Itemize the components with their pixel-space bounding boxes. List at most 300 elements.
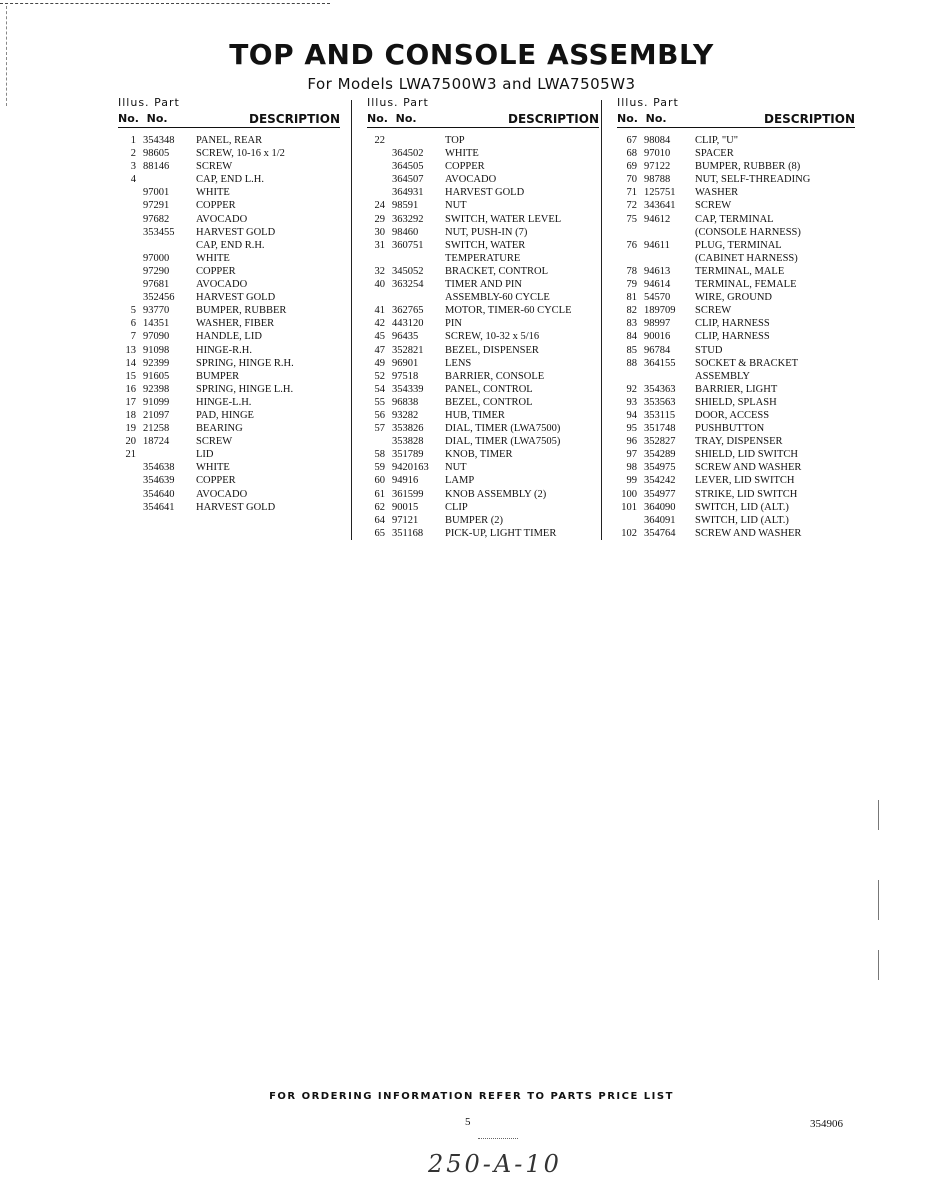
part-number: 354639 [143,475,175,487]
table-row [617,330,855,343]
table-row [367,461,599,474]
part-number: 353563 [644,396,676,408]
part-number: 96901 [392,357,419,369]
illus-number: 81 [626,292,637,304]
description: SWITCH, LID (ALT.) [695,501,789,513]
part-number: 88146 [143,161,170,173]
header-description: DESCRIPTION [248,112,340,126]
part-number: 98460 [392,226,419,238]
part-number: 93770 [143,305,170,317]
table-row [118,239,340,252]
illus-number: 16 [125,383,136,395]
description: HINGE-R.H. [196,344,252,356]
top-scan-line [0,3,330,4]
description: PANEL, CONTROL [445,383,533,395]
description: DOOR, ACCESS [695,409,770,421]
description: NUT [445,462,467,474]
description: SWITCH, WATER LEVEL [445,213,562,225]
right-scan-mark [878,800,879,830]
description: DIAL, TIMER (LWA7505) [445,436,561,448]
description: BUMPER, RUBBER [196,305,287,317]
table-row [367,278,599,291]
part-number: 353115 [644,409,676,421]
part-number: 364931 [392,187,424,199]
table-row [118,265,340,278]
part-number: 94611 [644,239,670,251]
part-number: 354640 [143,488,175,500]
part-number: 91098 [143,344,170,356]
description: PICK-UP, LIGHT TIMER [445,527,557,539]
table-row [118,448,340,461]
description: PAD, HINGE [196,409,254,421]
part-number: 94916 [392,475,419,487]
illus-number: 29 [374,213,385,225]
table-row [367,383,599,396]
illus-number: 13 [125,344,136,356]
description: HINGE-L.H. [196,396,252,408]
illus-number: 17 [125,396,136,408]
illus-number: 60 [374,475,385,487]
parts-list [118,134,340,514]
description: SHIELD, SPLASH [695,396,777,408]
table-row [118,173,340,186]
part-number: 360751 [392,239,424,251]
table-row [367,527,599,540]
table-row [367,304,599,317]
table-row [367,448,599,461]
column-header [617,96,855,130]
header-part: Part [653,96,679,109]
illus-number: 100 [621,488,637,500]
part-number: 354348 [143,135,175,146]
table-row [617,304,855,317]
header-rule [367,127,599,128]
part-number: 98084 [644,135,671,146]
table-row [617,186,855,199]
description: LAMP [445,475,475,487]
part-number: 18724 [143,436,170,448]
description: TRAY, DISPENSER [695,436,783,448]
illus-number: 64 [374,514,385,526]
table-row [367,474,599,487]
description: WASHER, FIBER [196,318,275,330]
illus-number: 62 [374,501,385,513]
table-row [617,160,855,173]
table-row [367,226,599,239]
description: BARRIER, LIGHT [695,383,778,395]
part-number: 354289 [644,449,676,461]
table-row [367,370,599,383]
table-row [617,514,855,527]
description: STUD [695,344,723,356]
illus-number: 92 [626,383,637,395]
description: CAP, END R.H. [196,239,265,251]
illus-number: 41 [374,305,385,317]
part-number: 345052 [392,265,424,277]
table-row [617,226,855,239]
table-row [367,265,599,278]
description: CLIP, HARNESS [695,318,770,330]
illus-number: 85 [626,344,637,356]
description: SCREW, 10-32 x 5/16 [445,331,540,343]
description: LEVER, LID SWITCH [695,475,795,487]
table-row [617,422,855,435]
part-number: 96435 [392,331,419,343]
table-row [367,330,599,343]
right-scan-mark [878,880,879,920]
table-row [617,474,855,487]
parts-list [367,134,599,540]
illus-number: 24 [374,200,385,212]
illus-number: 49 [374,357,385,369]
illus-number: 31 [374,239,385,251]
illus-number: 97 [626,449,637,461]
table-row [118,226,340,239]
part-number: 364091 [644,514,676,526]
illus-number: 32 [374,265,385,277]
part-number: 97681 [143,279,170,291]
illus-number: 19 [125,423,136,435]
table-row [367,173,599,186]
description: TOP [445,135,465,146]
table-row [617,396,855,409]
illus-number: 40 [374,279,385,291]
table-row [367,514,599,527]
description: KNOB ASSEMBLY (2) [445,488,547,500]
description: CLIP, "U" [695,135,738,146]
part-number: 352456 [143,292,175,304]
parts-column-2 [367,96,599,540]
description: SPACER [695,148,734,160]
header-part-no: No. [146,112,168,125]
illus-number: 6 [130,318,136,330]
description: BUMPER, RUBBER (8) [695,161,801,173]
illus-number: 47 [374,344,385,356]
illus-number: 101 [621,501,637,513]
table-row [617,173,855,186]
illus-number: 18 [125,409,136,421]
description: TERMINAL, FEMALE [695,279,797,291]
dotted-line [478,1138,518,1139]
description: SCREW AND WASHER [695,462,802,474]
table-row [617,291,855,304]
table-row [118,461,340,474]
description: TIMER AND PIN [445,279,523,291]
table-row [617,448,855,461]
description: SWITCH, WATER [445,239,526,251]
table-row [617,488,855,501]
description: LID [196,449,214,461]
part-number: 352821 [392,344,424,356]
illus-number: 58 [374,449,385,461]
part-number: 94614 [644,279,671,291]
part-number: 97121 [392,514,419,526]
table-row [367,344,599,357]
table-row [367,396,599,409]
illus-number: 14 [125,357,136,369]
ordering-note: FOR ORDERING INFORMATION REFER TO PARTS PRICE LIST [269,1091,674,1102]
part-number: 92398 [143,383,170,395]
part-number: 94612 [644,213,671,225]
description: MOTOR, TIMER-60 CYCLE [445,305,572,317]
illus-number: 7 [130,331,136,343]
illus-number: 76 [626,239,637,251]
part-number: 363292 [392,213,424,225]
table-row [617,409,855,422]
illus-number: 78 [626,265,637,277]
illus-number: 56 [374,409,385,421]
part-number: 354977 [644,488,676,500]
description: HANDLE, LID [196,331,262,343]
illus-number: 5 [130,305,136,317]
table-row [367,134,599,147]
description: BUMPER [196,370,240,382]
part-number: 351789 [392,449,424,461]
part-number: 443120 [392,318,424,330]
part-number: 94613 [644,265,671,277]
part-number: 96838 [392,396,419,408]
table-row [118,422,340,435]
part-number: 125751 [644,187,676,199]
part-number: 343641 [644,200,676,212]
description: AVOCADO [196,488,248,500]
description: SCREW [196,436,233,448]
part-number: 354242 [644,475,676,487]
table-row [118,199,340,212]
table-row [367,239,599,252]
description: CLIP [445,501,468,513]
header-part-no: No. [395,112,417,125]
part-number: 354339 [392,383,424,395]
part-number: 97001 [143,187,170,199]
header-description: DESCRIPTION [507,112,599,126]
description: PLUG, TERMINAL [695,239,782,251]
illus-number: 70 [626,174,637,186]
description: SCREW AND WASHER [695,527,802,539]
header-no [617,112,667,125]
part-number: 92399 [143,357,170,369]
parts-column-1 [118,96,340,514]
description: COPPER [445,161,485,173]
description: ASSEMBLY-60 CYCLE [445,292,550,304]
illus-number: 30 [374,226,385,238]
illus-number: 96 [626,436,637,448]
description: (CABINET HARNESS) [695,252,798,264]
description: AVOCADO [196,279,248,291]
table-row [617,461,855,474]
parts-list [617,134,855,540]
header-illus-part [367,96,429,109]
header-part-no: No. [645,112,667,125]
description: BEZEL, CONTROL [445,396,533,408]
table-row [367,501,599,514]
part-number: 91099 [143,396,170,408]
description: HARVEST GOLD [196,226,276,238]
table-row [367,409,599,422]
table-row [367,252,599,265]
table-row [617,501,855,514]
description: SWITCH, LID (ALT.) [695,514,789,526]
part-number: 97122 [644,161,671,173]
table-row [617,265,855,278]
table-row [617,199,855,212]
illus-number: 4 [130,174,136,186]
description: (CONSOLE HARNESS) [695,226,801,238]
illus-number: 72 [626,200,637,212]
header-no [118,112,168,125]
part-number: 361599 [392,488,424,500]
part-number: 364502 [392,148,424,160]
part-number: 97291 [143,200,170,212]
description: NUT [445,200,467,212]
table-row [367,317,599,330]
page-subtitle: For Models LWA7500W3 and LWA7505W3 [307,75,636,93]
illus-number: 55 [374,396,385,408]
document-number: 354906 [810,1118,843,1130]
description: TEMPERATURE [445,252,521,264]
part-number: 14351 [143,318,170,330]
illus-number: 21 [125,449,136,461]
description: BEZEL, DISPENSER [445,344,539,356]
description: TERMINAL, MALE [695,265,785,277]
table-row [367,160,599,173]
description: HARVEST GOLD [445,187,525,199]
table-row [118,488,340,501]
table-row [367,213,599,226]
part-number: 9420163 [392,462,429,474]
illus-number: 15 [125,370,136,382]
table-row [118,370,340,383]
illus-number: 99 [626,475,637,487]
part-number: 354638 [143,462,175,474]
description: HUB, TIMER [445,409,505,421]
illus-number: 22 [374,135,385,146]
table-row [118,252,340,265]
table-row [367,147,599,160]
part-number: 354363 [644,383,676,395]
illus-number: 94 [626,409,637,421]
header-illus-no: No. [367,112,388,125]
table-row [617,317,855,330]
illus-number: 57 [374,423,385,435]
part-number: 364507 [392,174,424,186]
part-number: 363254 [392,279,424,291]
part-number: 364505 [392,161,424,173]
header-rule [118,127,340,128]
part-number: 354641 [143,501,175,513]
part-number: 351168 [392,527,424,539]
description: PIN [445,318,462,330]
illus-number: 75 [626,213,637,225]
part-number: 97518 [392,370,419,382]
table-row [617,213,855,226]
table-row [367,186,599,199]
description: BUMPER (2) [445,514,504,526]
table-row [118,383,340,396]
parts-column-3 [617,96,855,540]
table-row [367,435,599,448]
description: SCREW, 10-16 x 1/2 [196,148,285,160]
illus-number: 69 [626,161,637,173]
description: COPPER [196,475,236,487]
illus-number: 45 [374,331,385,343]
right-scan-mark [878,950,879,980]
description: HARVEST GOLD [196,501,276,513]
illus-number: 2 [130,148,136,160]
illus-number: 3 [130,161,136,173]
page-title: TOP AND CONSOLE ASSEMBLY [229,38,714,71]
description: WASHER [695,187,739,199]
description: DIAL, TIMER (LWA7500) [445,423,561,435]
illus-number: 102 [621,527,637,539]
description: AVOCADO [445,174,497,186]
part-number: 98605 [143,148,170,160]
illus-number: 1 [130,135,136,146]
table-row [367,422,599,435]
illus-number: 83 [626,318,637,330]
table-row [118,186,340,199]
description: HARVEST GOLD [196,292,276,304]
description: WIRE, GROUND [695,292,772,304]
illus-number: 95 [626,423,637,435]
illus-number: 88 [626,357,637,369]
table-row [617,435,855,448]
part-number: 364155 [644,357,676,369]
header-illus: Illus. [367,96,399,109]
table-row [617,383,855,396]
description: SCREW [196,161,233,173]
part-number: 93282 [392,409,419,421]
part-number: 90016 [644,331,671,343]
description: SPRING, HINGE L.H. [196,383,294,395]
header-illus: Illus. [118,96,150,109]
illus-number: 59 [374,462,385,474]
description: BARRIER, CONSOLE [445,370,545,382]
description: AVOCADO [196,213,248,225]
description: WHITE [196,187,230,199]
column-divider [351,100,352,540]
illus-number: 82 [626,305,637,317]
description: NUT, SELF-THREADING [695,174,811,186]
description: WHITE [196,462,230,474]
table-row [118,147,340,160]
part-number: 96784 [644,344,671,356]
table-row [118,134,340,147]
part-number: 362765 [392,305,424,317]
table-row [367,199,599,212]
column-header [367,96,599,130]
column-header [118,96,340,130]
description: KNOB, TIMER [445,449,513,461]
description: COPPER [196,265,236,277]
table-row [118,213,340,226]
column-divider [601,100,602,540]
illus-number: 67 [626,135,637,146]
part-number: 97000 [143,252,170,264]
header-rule [617,127,855,128]
part-number: 352827 [644,436,676,448]
description: BRACKET, CONTROL [445,265,549,277]
table-row [118,278,340,291]
part-number: 91605 [143,370,170,382]
description: CAP, END L.H. [196,174,264,186]
header-illus-no: No. [118,112,139,125]
illus-number: 71 [626,187,637,199]
part-number: 97090 [143,331,170,343]
part-number: 21097 [143,409,170,421]
illus-number: 65 [374,527,385,539]
description: PANEL, REAR [196,135,263,146]
